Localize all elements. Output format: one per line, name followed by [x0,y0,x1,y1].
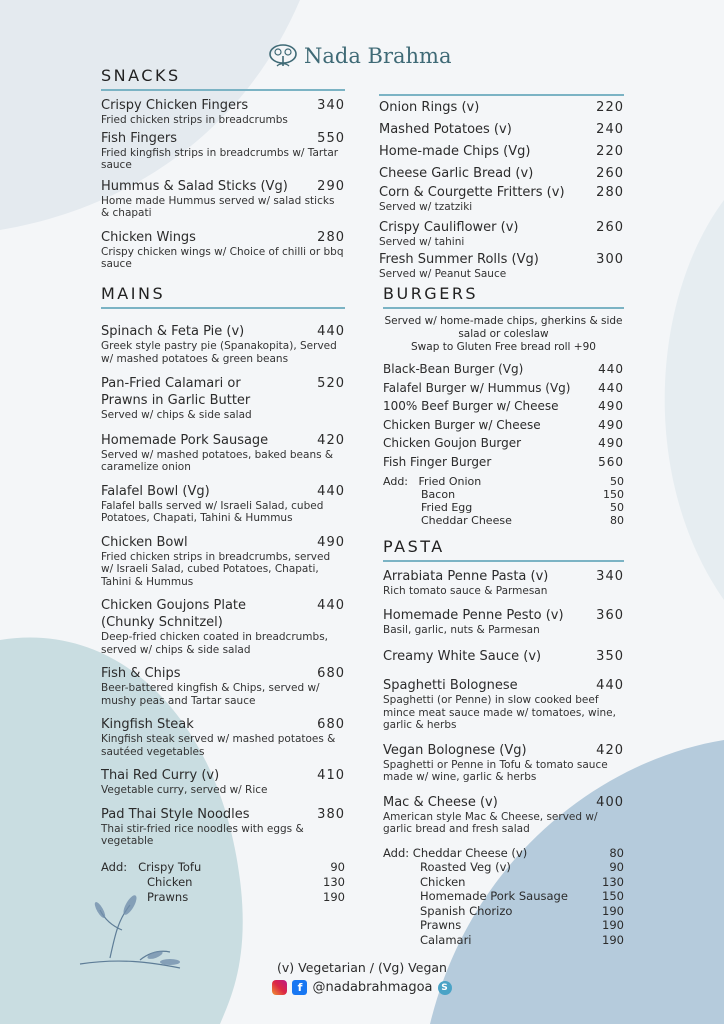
menu-item [101,229,345,271]
item-price: 220 [596,100,624,115]
addon-price: 190 [602,932,624,947]
item-price: 280 [317,229,345,245]
item-name: Crispy Cauliflower (v) [379,219,519,235]
item-description: Kingfish steak served w/ mashed potatoes & sautéed vegetables [101,733,336,758]
menu-item [101,178,345,220]
item-price: 490 [598,399,624,413]
item-description: Served w/ Peanut Sauce [379,268,507,280]
menu-item [101,375,345,422]
menu-item [379,251,624,281]
burgers-addons [383,475,624,527]
item-name: Creamy White Sauce (v) [383,649,542,664]
item-description: Greek style pastry pie (Spanakopita), Served w/ mashed potatoes & green beans [101,340,337,365]
addon-row [383,514,624,527]
addon-row [383,933,624,948]
item-price: 360 [596,607,624,623]
addon-name: Cheddar Cheese (v) [412,845,528,860]
item-price: 680 [317,666,345,681]
item-name: Fish Fingers [101,130,178,146]
addon-name: Bacon [421,488,456,501]
menu-item [101,97,345,127]
item-price: 220 [596,144,624,159]
addon-price: 130 [602,874,624,889]
addon-price: 150 [602,889,624,903]
social-bar [0,980,724,995]
item-name: Chicken Goujons Plate (Chunky Schnitzel) [101,598,246,630]
addon-name: Prawns [420,918,462,932]
menu-item [383,568,624,598]
item-price: 410 [317,768,345,783]
menu-item [379,219,624,249]
item-description: Beer-battered kingfish & Chips, served w/ mushy peas and Tartar sauce [101,682,320,707]
item-description: Served w/ mashed potatoes, baked beans & caramelize onion [101,448,334,473]
item-description: Falafel balls served w/ Israeli Salad, cubed Potatoes, Chapati, Tahini & Hummus [101,499,324,524]
item-price: 490 [598,417,624,432]
item-price: 260 [596,166,624,181]
addon-name: Fried Onion [418,475,482,488]
addon-name: Chicken [147,874,193,889]
item-description: Served w/ chips & side salad [101,409,252,421]
addon-name: Prawns [147,889,189,904]
instagram-icon[interactable] [272,980,287,995]
item-name: Falafel Bowl (Vg) [101,483,210,499]
menu-item [101,130,345,172]
item-name: Black-Bean Burger (Vg) [383,362,524,376]
item-price: 440 [317,483,345,499]
item-price: 290 [317,178,345,194]
item-name: Falafel Burger w/ Hummus (Vg) [383,380,571,395]
section-title-burgers: BURGERS [383,284,624,309]
item-name: Chicken Bowl [101,534,188,550]
snacks-section [101,66,345,271]
menu-item [383,397,624,416]
item-name: Mac & Cheese (v) [383,794,498,810]
addon-row [383,488,624,501]
item-name: Onion Rings (v) [379,100,480,115]
item-price: 560 [598,454,624,469]
item-description: Basil, garlic, nuts & Parmesan [383,623,540,636]
menu-item [101,483,345,525]
facebook-icon[interactable]: f [292,980,307,995]
item-price: 680 [317,717,345,732]
addon-price: 90 [609,860,624,874]
item-name: Cheese Garlic Bread (v) [379,166,534,181]
addon-price: 150 [603,488,624,501]
addon-name: Calamari [420,932,472,947]
burgers-note-2: Swap to Gluten Free bread roll +90 [411,341,596,353]
item-name: Crispy Chicken Fingers [101,98,249,113]
mains-addons [101,860,345,905]
menu-item [379,184,624,214]
social-handle[interactable]: @nadabrahmagoa [312,980,433,995]
item-price: 400 [596,794,624,810]
item-price: 440 [598,362,624,376]
item-price: 490 [598,436,624,450]
addon-row [383,501,624,514]
burgers-pasta-column [383,284,624,947]
menu-item [383,742,624,784]
item-price: 340 [596,569,624,584]
item-name: Homemade Penne Pesto (v) [383,607,564,623]
item-name: Home-made Chips (Vg) [379,144,531,159]
item-description: Fried kingfish strips in breadcrumbs w/ Tartar sauce [101,146,339,171]
addon-row [101,860,345,875]
addon-name: Fried Egg [421,501,473,514]
brand-name: Nada Brahma [304,44,452,68]
addon-label: Add: [383,845,410,860]
addon-row [383,918,624,933]
item-price: 420 [317,432,345,448]
brand-logo [268,44,451,68]
menu-item [383,416,624,435]
snacks-right-list [379,94,624,281]
addon-price: 50 [610,475,624,488]
menu-item [101,716,345,758]
menu-item [101,597,345,656]
menu-item [383,379,624,398]
addon-label: Add: [383,475,409,488]
item-name: Vegan Bolognese (Vg) [383,742,527,758]
addon-price: 130 [323,874,345,889]
addon-price: 190 [602,903,624,918]
snacks-left-list [101,97,345,271]
item-name: Fish & Chips [101,666,181,681]
addon-price: 80 [609,845,624,860]
item-description: Served w/ tahini [379,235,465,248]
menu-item [383,453,624,472]
item-name: Thai Red Curry (v) [101,768,220,783]
item-price: 440 [596,678,624,693]
menu-item [379,143,624,160]
swiggy-icon[interactable]: S [438,981,452,995]
item-price: 440 [317,324,345,339]
burgers-note: Served w/ home-made chips, gherkins & side salad or coleslaw [384,315,623,340]
item-name: Mashed Potatoes (v) [379,122,512,137]
item-description: Home made Hummus served w/ salad sticks & chapati [101,194,335,219]
item-name: Chicken Burger w/ Cheese [383,417,541,432]
item-price: 380 [317,806,345,822]
section-title-pasta: PASTA [383,537,624,562]
addon-name: Spanish Chorizo [420,903,513,918]
item-price: 440 [598,380,624,395]
menu-item [379,121,624,138]
item-name: Spaghetti Bolognese [383,678,518,693]
menu-item [101,534,345,589]
item-name: Arrabiata Penne Pasta (v) [383,569,549,584]
item-description: Thai stir-fried rice noodles with eggs & vegetable [101,822,304,847]
menu-item [383,607,624,637]
item-description: Deep-fried chicken coated in breadcrumbs, served w/ chips & side salad [101,631,329,656]
item-name: Homemade Pork Sausage [101,432,269,448]
section-title-snacks: SNACKS [101,66,345,91]
tree-logo-icon [268,44,298,68]
item-price: 520 [317,376,345,391]
item-name: Chicken Wings [101,229,196,245]
item-description: Rich tomato sauce & Parmesan [383,585,548,597]
item-price: 260 [596,219,624,235]
addon-row [101,875,345,890]
diet-legend: (v) Vegetarian / (Vg) Vegan [277,960,447,975]
pasta-addons [383,846,624,948]
section-title-mains: MAINS [101,284,345,309]
addon-price: 50 [610,501,624,514]
item-price: 490 [317,534,345,550]
menu-item [383,677,624,732]
item-description: Fried chicken strips in breadcrumbs, served w/ Israeli Salad, cubed Potatoes, Chapati, Tahini & Hummus [101,550,331,588]
addon-price: 190 [323,889,345,904]
addon-price: 90 [330,859,345,874]
addon-row [383,889,624,904]
item-name: Kingfish Steak [101,717,194,732]
addon-row [101,890,345,905]
menu-item [101,432,345,474]
addon-row [383,860,624,875]
item-price: 240 [596,122,624,137]
item-name: Fish Finger Burger [383,454,492,469]
item-description: Spaghetti or Penne in Tofu & tomato sauce made w/ wine, garlic & herbs [383,758,608,783]
item-name: Spinach & Feta Pie (v) [101,324,245,339]
addon-price: 80 [610,514,624,527]
item-price: 350 [596,649,624,664]
addon-row [383,904,624,919]
addon-label: Add: [101,859,128,874]
addon-row [383,475,624,488]
item-name: Hummus & Salad Sticks (Vg) [101,178,288,194]
item-description: American style Mac & Cheese, served w/ garlic bread and fresh salad [383,810,598,835]
menu-item [101,806,345,848]
menu-item [101,665,345,707]
item-price: 440 [317,598,345,613]
menu-item [383,360,624,379]
item-price: 300 [596,252,624,267]
burgers-list [383,360,624,471]
menu-item [379,99,624,116]
menu-item [379,165,624,182]
mains-section [101,284,345,905]
addon-row [383,875,624,890]
item-price: 550 [317,130,345,146]
item-name: Fresh Summer Rolls (Vg) [379,252,539,267]
item-price: 420 [596,742,624,758]
item-name: Pan-Fried Calamari or Prawns in Garlic Butter [101,376,251,408]
item-name: Corn & Courgette Fritters (v) [379,185,565,200]
addon-name: Homemade Pork Sausage [420,889,568,903]
item-description: Spaghetti (or Penne) in slow cooked beef mince meat sauce made w/ tomatoes, wine, garlic & herbs [383,694,616,731]
addon-name: Roasted Veg (v) [420,860,511,874]
item-description: Vegetable curry, served w/ Rice [101,784,268,796]
item-name: 100% Beef Burger w/ Cheese [383,399,559,413]
addon-price: 190 [602,918,624,932]
addon-name: Chicken [420,874,466,889]
menu-item [383,648,624,665]
item-price: 340 [317,98,345,113]
menu-item [101,323,345,365]
item-description: Crispy chicken wings w/ Choice of chilli or bbq sauce [101,245,344,270]
item-description: Fried chicken strips in breadcrumbs [101,114,288,126]
item-description: Served w/ tzatziki [379,201,473,213]
menu-item [101,767,345,797]
item-name: Pad Thai Style Noodles [101,806,250,822]
item-price: 280 [596,185,624,200]
addon-name: Crispy Tofu [138,859,202,874]
menu-item [383,434,624,453]
item-name: Chicken Goujon Burger [383,436,522,450]
addon-name: Cheddar Cheese [421,514,512,527]
addon-row [383,846,624,861]
menu-item [383,794,624,836]
